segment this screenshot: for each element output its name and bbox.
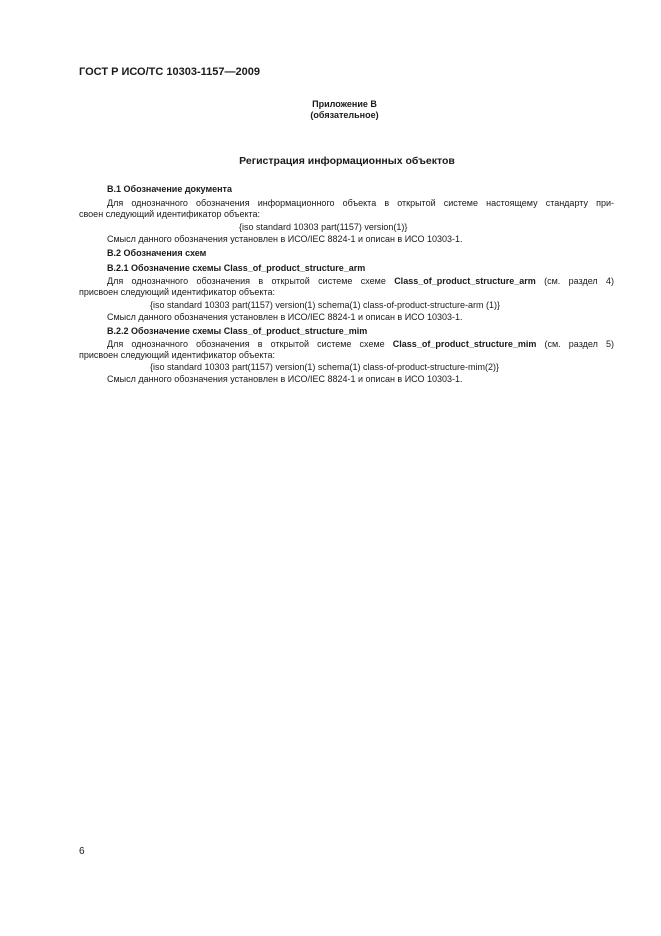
b22-meaning: Смысл данного обозначения установлен в ИСО/IEC 8824-1 и описан в ИСО 10303-1. [107,374,463,384]
text: (см. раздел 5) [544,339,614,349]
b1-paragraph-line2: своен следующий идентификатор объекта: [79,209,261,219]
section-b1-heading: В.1 Обозначение документа [107,184,232,194]
b1-meaning: Смысл данного обозначения установлен в ИСО/IEC 8824-1 и описан в ИСО 10303-1. [107,234,463,244]
b22-paragraph-line2: присвоен следующий идентификатор объекта: [79,350,275,360]
section-b21-heading: В.2.1 Обозначение схемы Class_of_product_structure_arm [107,263,366,273]
b21-meaning: Смысл данного обозначения установлен в ИСО/IEC 8824-1 и описан в ИСО 10303-1. [107,312,463,322]
b22-identifier: {iso standard 10303 part(1157) version(1) schema(1) class-of-product-structure-mim(2)} [150,362,499,372]
b1-identifier: {iso standard 10303 part(1157) version(1)} [239,222,408,232]
section-b22-heading: В.2.2 Обозначение схемы Class_of_product_structure_mim [107,326,368,336]
b21-paragraph-line2: присвоен следующий идентификатор объекта: [79,287,275,297]
annex-heading: Регистрация информационных объектов [239,155,455,167]
section-b2-heading: В.2 Обозначения схем [107,248,207,258]
text: Для однозначного обозначения в открытой системе схеме [107,339,385,349]
text: (см. раздел 4) [544,276,614,286]
document-header: ГОСТ Р ИСО/ТС 10303-1157—2009 [79,66,260,78]
b1-paragraph-line1: Для однозначного обозначения информационного объекта в открытой системе настоящему стандарту при- [107,198,614,208]
b21-paragraph-line1 [107,276,614,287]
annex-status: (обязательное) [310,110,379,120]
schema-name: Class_of_product_structure_mim [392,339,537,349]
schema-name: Class_of_product_structure_arm [394,276,536,286]
page-number: 6 [79,846,85,857]
b21-identifier: {iso standard 10303 part(1157) version(1) schema(1) class-of-product-structure-arm (1)} [150,300,500,310]
text: Для однозначного обозначения в открытой системе схеме [107,276,386,286]
b22-paragraph-line1 [107,339,614,350]
annex-title: Приложение В [312,99,377,109]
